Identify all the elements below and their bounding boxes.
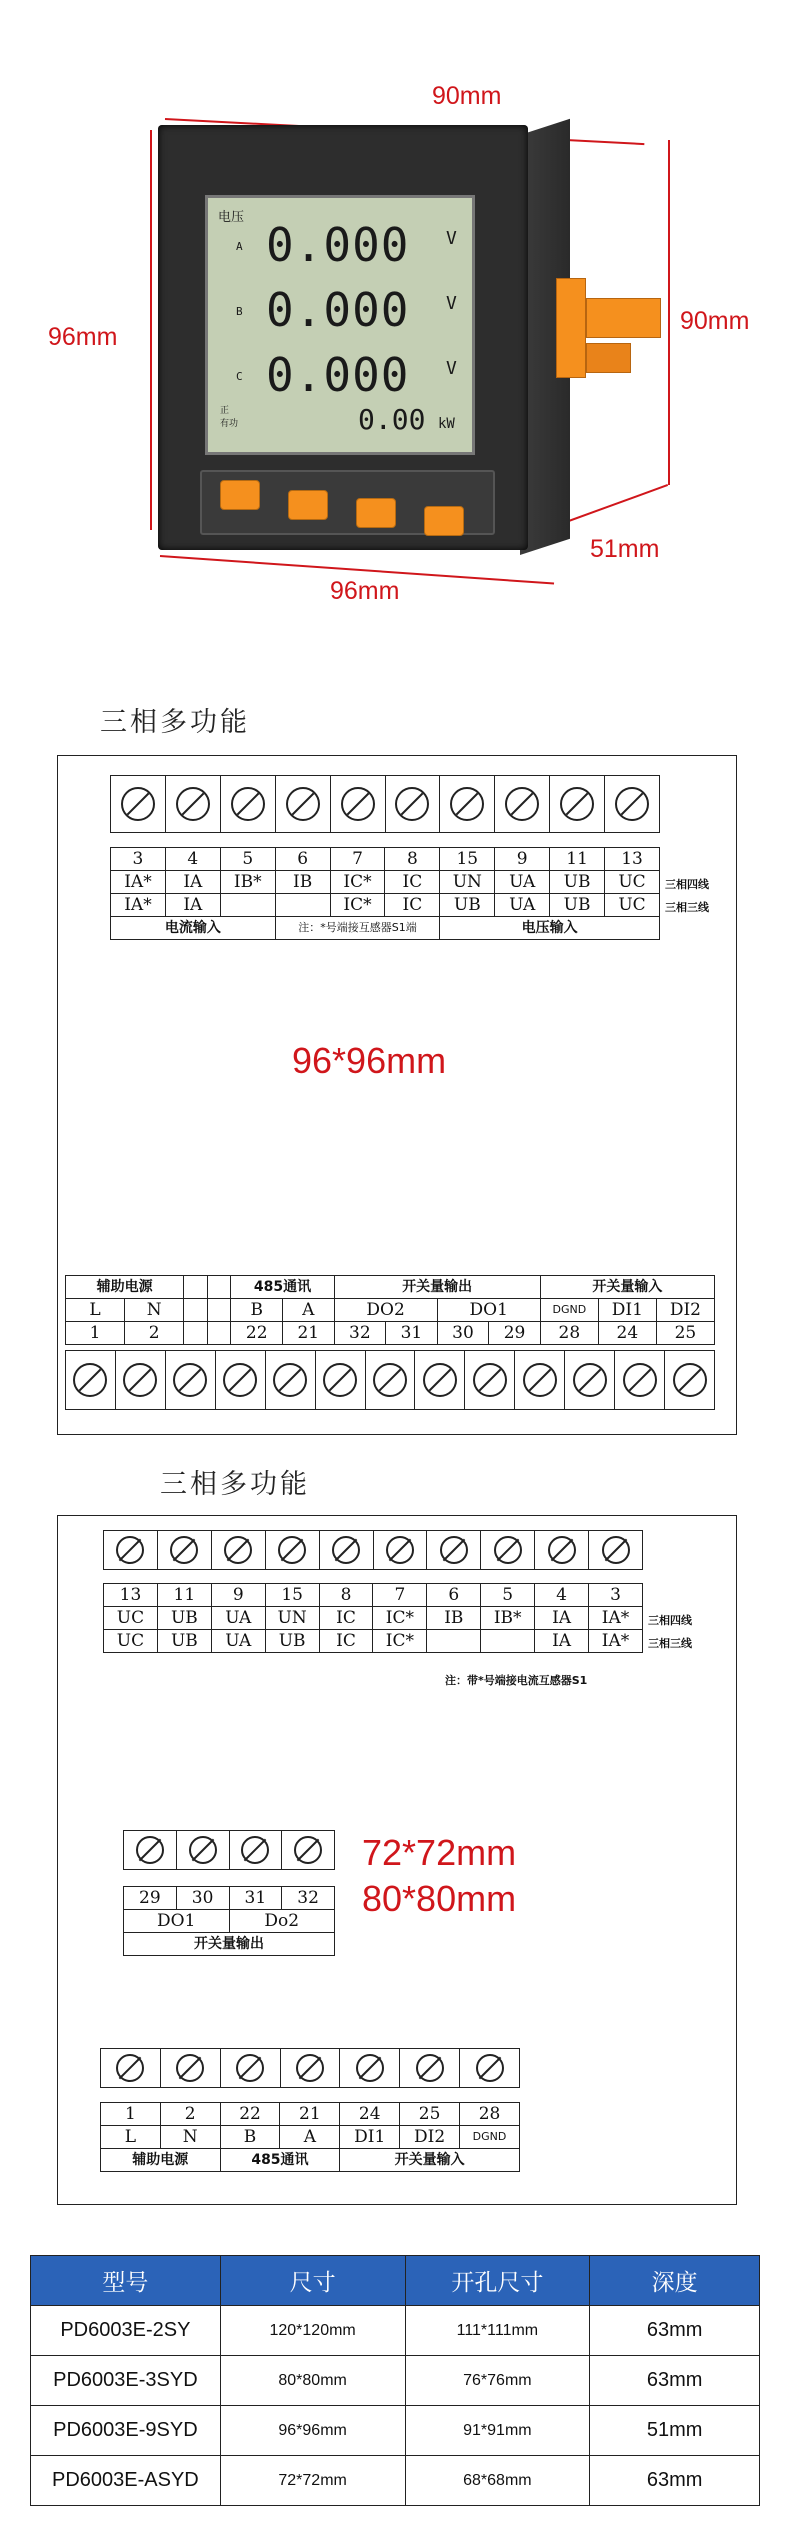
- diagram2-title: 三相多功能: [160, 1469, 310, 1500]
- terminal-signal: DI1: [598, 1299, 656, 1322]
- empty-cell: [207, 1322, 231, 1345]
- terminal-signal: DI2: [400, 2126, 460, 2149]
- terminal: [386, 776, 441, 832]
- terminal-signal: IB*: [481, 1607, 535, 1630]
- screw-icon: [373, 1363, 407, 1397]
- terminal-signal: B: [220, 2126, 280, 2149]
- screw-icon: [116, 1536, 144, 1564]
- cell-depth: 63mm: [590, 2306, 760, 2356]
- terminal-signal: A: [283, 1299, 335, 1322]
- terminal: [104, 1531, 158, 1569]
- terminal-signal: IC: [385, 871, 440, 894]
- terminal: [460, 2049, 519, 2087]
- terminal-signal: IA*: [111, 871, 166, 894]
- group-aux-power: 辅助电源: [101, 2149, 221, 2172]
- d2-label-4wire: 三相四线: [648, 1614, 692, 1627]
- screw-icon: [476, 2054, 504, 2082]
- diagram1-title: 三相多功能: [100, 707, 250, 738]
- terminal-signal: UC: [104, 1630, 158, 1653]
- cell-size: 80*80mm: [220, 2356, 405, 2406]
- group-switch-output: 开关量输出: [334, 1276, 540, 1299]
- terminal-signal: IA: [165, 871, 220, 894]
- terminal-number: 4: [535, 1584, 589, 1607]
- screw-icon: [423, 1363, 457, 1397]
- button-4[interactable]: [424, 506, 464, 536]
- lcd-phase-c: C: [236, 370, 243, 383]
- screw-icon: [523, 1363, 557, 1397]
- terminal-signal: DI1: [340, 2126, 400, 2149]
- header-depth: 深度: [590, 2256, 760, 2306]
- screw-icon: [286, 787, 320, 821]
- terminal: [440, 776, 495, 832]
- terminal-signal: IC: [385, 894, 440, 917]
- group-voltage-input: 电压输入: [440, 917, 660, 940]
- terminal-signal: UC: [605, 894, 660, 917]
- screw-icon: [602, 1536, 630, 1564]
- diagram2-bottom-terminal-block: [100, 2048, 520, 2088]
- terminal-signal: IB*: [220, 871, 275, 894]
- terminal: [281, 2049, 341, 2087]
- dim-left-label: 96mm: [48, 323, 118, 351]
- screw-icon: [170, 1536, 198, 1564]
- terminal: [340, 2049, 400, 2087]
- lcd-unit-a: V: [446, 228, 457, 249]
- group-aux-power: 辅助电源: [66, 1276, 184, 1299]
- terminal: [495, 776, 550, 832]
- table-row: [31, 2306, 760, 2356]
- screw-icon: [176, 787, 210, 821]
- group-switch-input: 开关量输入: [340, 2149, 520, 2172]
- terminal-signal: [275, 894, 330, 917]
- empty-cell: [207, 1276, 231, 1299]
- terminal: [161, 2049, 221, 2087]
- cell-cutout: 68*68mm: [405, 2456, 590, 2506]
- screw-icon: [341, 787, 375, 821]
- terminal-signal: UA: [211, 1607, 265, 1630]
- table-row: [31, 2406, 760, 2456]
- terminal: [166, 1351, 216, 1409]
- lcd-row-c: [218, 348, 473, 402]
- cell-model: PD6003E-ASYD: [31, 2456, 221, 2506]
- lcd-label-voltage: 电压: [218, 210, 245, 225]
- diagram2-do-table: [123, 1886, 335, 1956]
- terminal-number: 24: [598, 1322, 656, 1345]
- terminal: [366, 1351, 416, 1409]
- terminal: [316, 1351, 366, 1409]
- screw-icon: [450, 787, 484, 821]
- cell-cutout: 91*91mm: [405, 2406, 590, 2456]
- terminal-signal: B: [231, 1299, 283, 1322]
- group-switch-output: 开关量输出: [124, 1933, 335, 1956]
- lcd-phase-a: A: [236, 240, 243, 253]
- screw-icon: [416, 2054, 444, 2082]
- terminal: [550, 776, 605, 832]
- screw-icon: [236, 2054, 264, 2082]
- diagram2-size-label-2: 80*80mm: [362, 1878, 517, 1919]
- terminal-signal: DGND: [460, 2126, 520, 2149]
- cell-size: 120*120mm: [220, 2306, 405, 2356]
- lcd-unit-b: V: [446, 293, 457, 314]
- terminal-number: 5: [220, 848, 275, 871]
- screw-icon: [548, 1536, 576, 1564]
- terminal-number: 7: [373, 1584, 427, 1607]
- terminal-signal: IA*: [589, 1607, 643, 1630]
- terminal-number: 6: [275, 848, 330, 871]
- screw-icon: [573, 1363, 607, 1397]
- terminal-number: 2: [125, 1322, 184, 1345]
- terminal-number: 22: [231, 1322, 283, 1345]
- terminal-number: 11: [550, 848, 605, 871]
- terminal-signal: A: [280, 2126, 340, 2149]
- screw-icon: [294, 1836, 322, 1864]
- cell-size: 96*96mm: [220, 2406, 405, 2456]
- terminal-number: 28: [540, 1322, 598, 1345]
- terminal: [221, 2049, 281, 2087]
- screw-icon: [323, 1363, 357, 1397]
- group-485: 485通讯: [231, 1276, 334, 1299]
- terminal-number: 3: [589, 1584, 643, 1607]
- terminal-number: 31: [229, 1887, 282, 1910]
- terminal-signal: [220, 894, 275, 917]
- group-switch-input: 开关量输入: [540, 1276, 714, 1299]
- dim-left-line: [150, 130, 152, 530]
- empty-cell: [184, 1299, 208, 1322]
- terminal-signal: IB: [275, 871, 330, 894]
- terminal-number: 8: [385, 848, 440, 871]
- terminal-signal: DGND: [540, 1299, 598, 1322]
- cell-cutout: 76*76mm: [405, 2356, 590, 2406]
- product-photo: [0, 0, 790, 620]
- terminal: [116, 1351, 166, 1409]
- cell-depth: 51mm: [590, 2406, 760, 2456]
- terminal: [266, 1531, 320, 1569]
- empty-cell: [207, 1299, 231, 1322]
- label-4wire: 三相四线: [665, 878, 709, 891]
- screw-icon: [395, 787, 429, 821]
- lcd-row-a: [218, 218, 473, 272]
- terminal-signal: IB: [427, 1607, 481, 1630]
- lcd-phase-b: B: [236, 305, 243, 318]
- diagram2-size-label-1: 72*72mm: [362, 1832, 517, 1873]
- table-row: [31, 2456, 760, 2506]
- mounting-clamp: [556, 268, 666, 388]
- screw-icon: [278, 1536, 306, 1564]
- terminal-number: 6: [427, 1584, 481, 1607]
- lcd-label-active: 有功: [220, 419, 239, 429]
- lcd-unit-c: V: [446, 358, 457, 379]
- terminal: [415, 1351, 465, 1409]
- diagram1-size-label: 96*96mm: [292, 1040, 447, 1081]
- screw-icon: [231, 787, 265, 821]
- cell-model: PD6003E-2SY: [31, 2306, 221, 2356]
- terminal: [665, 1351, 714, 1409]
- terminal-number: 24: [340, 2103, 400, 2126]
- terminal-signal: DO1: [124, 1910, 230, 1933]
- screw-icon: [223, 1363, 257, 1397]
- terminal-signal: DO1: [437, 1299, 540, 1322]
- terminal-signal: IA*: [589, 1630, 643, 1653]
- terminal: [111, 776, 166, 832]
- empty-cell: [184, 1276, 208, 1299]
- lcd-value-a: 0.000: [266, 218, 410, 272]
- terminal: [230, 1831, 283, 1869]
- terminal-number: 15: [265, 1584, 319, 1607]
- terminal-signal: UC: [104, 1607, 158, 1630]
- screw-icon: [224, 1536, 252, 1564]
- dim-top-label: 90mm: [432, 82, 502, 110]
- screw-icon: [494, 1536, 522, 1564]
- terminal-signal: IA: [535, 1630, 589, 1653]
- group-485: 485通讯: [220, 2149, 340, 2172]
- terminal: [465, 1351, 515, 1409]
- lcd-label-positive: 正: [220, 406, 230, 416]
- terminal-signal: UB: [157, 1630, 211, 1653]
- diagram1-top-terminal-block: [110, 775, 660, 833]
- screw-icon: [116, 2054, 144, 2082]
- terminal: [166, 776, 221, 832]
- terminal: [427, 1531, 481, 1569]
- terminal-signal: N: [125, 1299, 184, 1322]
- terminal-number: 29: [489, 1322, 541, 1345]
- terminal-number: 3: [111, 848, 166, 871]
- terminal: [158, 1531, 212, 1569]
- screw-icon: [440, 1536, 468, 1564]
- header-cutout: 开孔尺寸: [405, 2256, 590, 2306]
- dim-right-label: 90mm: [680, 307, 750, 335]
- terminal-signal: UA: [211, 1630, 265, 1653]
- terminal-signal: UB: [550, 871, 605, 894]
- dim-bottom-label: 96mm: [330, 577, 400, 605]
- terminal: [320, 1531, 374, 1569]
- terminal-number: 7: [330, 848, 385, 871]
- cell-depth: 63mm: [590, 2356, 760, 2406]
- terminal-signal: UB: [550, 894, 605, 917]
- screw-icon: [273, 1363, 307, 1397]
- terminal: [374, 1531, 428, 1569]
- terminal: [331, 776, 386, 832]
- terminal-number: 9: [495, 848, 550, 871]
- terminal-number: 30: [437, 1322, 489, 1345]
- terminal-number: 22: [220, 2103, 280, 2126]
- terminal-number: 11: [157, 1584, 211, 1607]
- screw-icon: [505, 787, 539, 821]
- terminal: [212, 1531, 266, 1569]
- screw-icon: [473, 1363, 507, 1397]
- terminal: [605, 776, 659, 832]
- terminal: [535, 1531, 589, 1569]
- terminal: [124, 1831, 177, 1869]
- screw-icon: [332, 1536, 360, 1564]
- cell-depth: 63mm: [590, 2456, 760, 2506]
- screw-icon: [560, 787, 594, 821]
- terminal: [101, 2049, 161, 2087]
- terminal-signal: UB: [265, 1630, 319, 1653]
- lcd-value-c: 0.000: [266, 348, 410, 402]
- terminal: [66, 1351, 116, 1409]
- terminal-number: 21: [283, 1322, 335, 1345]
- terminal-signal: UN: [265, 1607, 319, 1630]
- terminal-signal: IC*: [373, 1630, 427, 1653]
- terminal-number: 2: [160, 2103, 220, 2126]
- table-row: [31, 2356, 760, 2406]
- terminal-signal: UB: [440, 894, 495, 917]
- terminal: [400, 2049, 460, 2087]
- diagram1-top-wiring-table: [110, 847, 660, 940]
- button-1[interactable]: [220, 480, 260, 510]
- group-current-input: 电流输入: [111, 917, 276, 940]
- terminal-number: 25: [656, 1322, 714, 1345]
- button-3[interactable]: [356, 498, 396, 528]
- empty-cell: [184, 1322, 208, 1345]
- cell-model: PD6003E-9SYD: [31, 2406, 221, 2456]
- cell-model: PD6003E-3SYD: [31, 2356, 221, 2406]
- button-2[interactable]: [288, 490, 328, 520]
- dim-depth-line: [555, 484, 668, 527]
- dim-right-line: [668, 140, 670, 485]
- terminal-number: 8: [319, 1584, 373, 1607]
- lcd-power-unit: kW: [438, 416, 455, 432]
- terminal-signal: IA: [535, 1607, 589, 1630]
- terminal-signal: UC: [605, 871, 660, 894]
- terminal-signal: UA: [495, 894, 550, 917]
- terminal-signal: L: [101, 2126, 161, 2149]
- terminal-signal: IC: [319, 1630, 373, 1653]
- dim-depth-label: 51mm: [590, 535, 660, 563]
- terminal-number: 15: [440, 848, 495, 871]
- screw-icon: [121, 787, 155, 821]
- terminal-signal: UN: [440, 871, 495, 894]
- screw-icon: [623, 1363, 657, 1397]
- screw-icon: [189, 1836, 217, 1864]
- terminal-number: 29: [124, 1887, 177, 1910]
- terminal-signal: N: [160, 2126, 220, 2149]
- terminal: [615, 1351, 665, 1409]
- terminal-number: 5: [481, 1584, 535, 1607]
- terminal-signal: IC: [319, 1607, 373, 1630]
- terminal-signal: IA*: [111, 894, 166, 917]
- lcd-screen: [205, 195, 475, 455]
- terminal-number: 32: [334, 1322, 386, 1345]
- screw-icon: [296, 2054, 324, 2082]
- diagram2-bottom-table: [100, 2102, 520, 2172]
- spec-table: [30, 2255, 760, 2506]
- terminal: [565, 1351, 615, 1409]
- terminal-signal: DO2: [334, 1299, 437, 1322]
- header-size: 尺寸: [220, 2256, 405, 2306]
- screw-icon: [241, 1836, 269, 1864]
- terminal: [481, 1531, 535, 1569]
- screw-icon: [386, 1536, 414, 1564]
- d2-note: 注：带*号端接电流互感器S1: [445, 1674, 588, 1687]
- lcd-row-b: [218, 283, 473, 337]
- terminal-signal: IC*: [330, 871, 385, 894]
- diagram1-bottom-wiring-table: [65, 1275, 715, 1345]
- terminal-signal: IC*: [373, 1607, 427, 1630]
- terminal-number: 13: [605, 848, 660, 871]
- terminal-signal: [427, 1630, 481, 1653]
- terminal-number: 30: [176, 1887, 229, 1910]
- terminal-number: 31: [386, 1322, 438, 1345]
- screw-icon: [176, 2054, 204, 2082]
- screw-icon: [615, 787, 649, 821]
- terminal: [276, 776, 331, 832]
- terminal-number: 13: [104, 1584, 158, 1607]
- terminal: [221, 776, 276, 832]
- cell-size: 72*72mm: [220, 2456, 405, 2506]
- terminal-signal: IC*: [330, 894, 385, 917]
- screw-icon: [356, 2054, 384, 2082]
- screw-icon: [136, 1836, 164, 1864]
- screw-icon: [173, 1363, 207, 1397]
- terminal-number: 9: [211, 1584, 265, 1607]
- terminal: [177, 1831, 230, 1869]
- screw-icon: [73, 1363, 107, 1397]
- terminal-number: 32: [282, 1887, 335, 1910]
- terminal-signal: UB: [157, 1607, 211, 1630]
- screw-icon: [673, 1363, 707, 1397]
- diagram2-top-terminal-block: [103, 1530, 643, 1570]
- cell-cutout: 111*111mm: [405, 2306, 590, 2356]
- terminal: [282, 1831, 334, 1869]
- header-model: 型号: [31, 2256, 221, 2306]
- terminal-number: 25: [400, 2103, 460, 2126]
- terminal: [216, 1351, 266, 1409]
- terminal: [589, 1531, 642, 1569]
- d2-label-3wire: 三相三线: [648, 1637, 692, 1650]
- terminal-number: 21: [280, 2103, 340, 2126]
- terminal-number: 4: [165, 848, 220, 871]
- terminal: [266, 1351, 316, 1409]
- diagram1-bottom-terminal-block: [65, 1350, 715, 1410]
- note-s1: 注：*号端接互感器S1端: [275, 917, 440, 940]
- label-3wire: 三相三线: [665, 901, 709, 914]
- terminal-signal: DI2: [656, 1299, 714, 1322]
- screw-icon: [123, 1363, 157, 1397]
- terminal-number: 1: [66, 1322, 125, 1345]
- diagram2-top-wiring-table: [103, 1583, 643, 1653]
- terminal-signal: [481, 1630, 535, 1653]
- lcd-power-value: 0.00: [358, 403, 426, 436]
- diagram2-do-terminal-block: [123, 1830, 335, 1870]
- terminal-signal: L: [66, 1299, 125, 1322]
- terminal: [515, 1351, 565, 1409]
- terminal-number: 28: [460, 2103, 520, 2126]
- terminal-number: 1: [101, 2103, 161, 2126]
- terminal-signal: Do2: [229, 1910, 335, 1933]
- lcd-value-b: 0.000: [266, 283, 410, 337]
- terminal-signal: IA: [165, 894, 220, 917]
- terminal-signal: UA: [495, 871, 550, 894]
